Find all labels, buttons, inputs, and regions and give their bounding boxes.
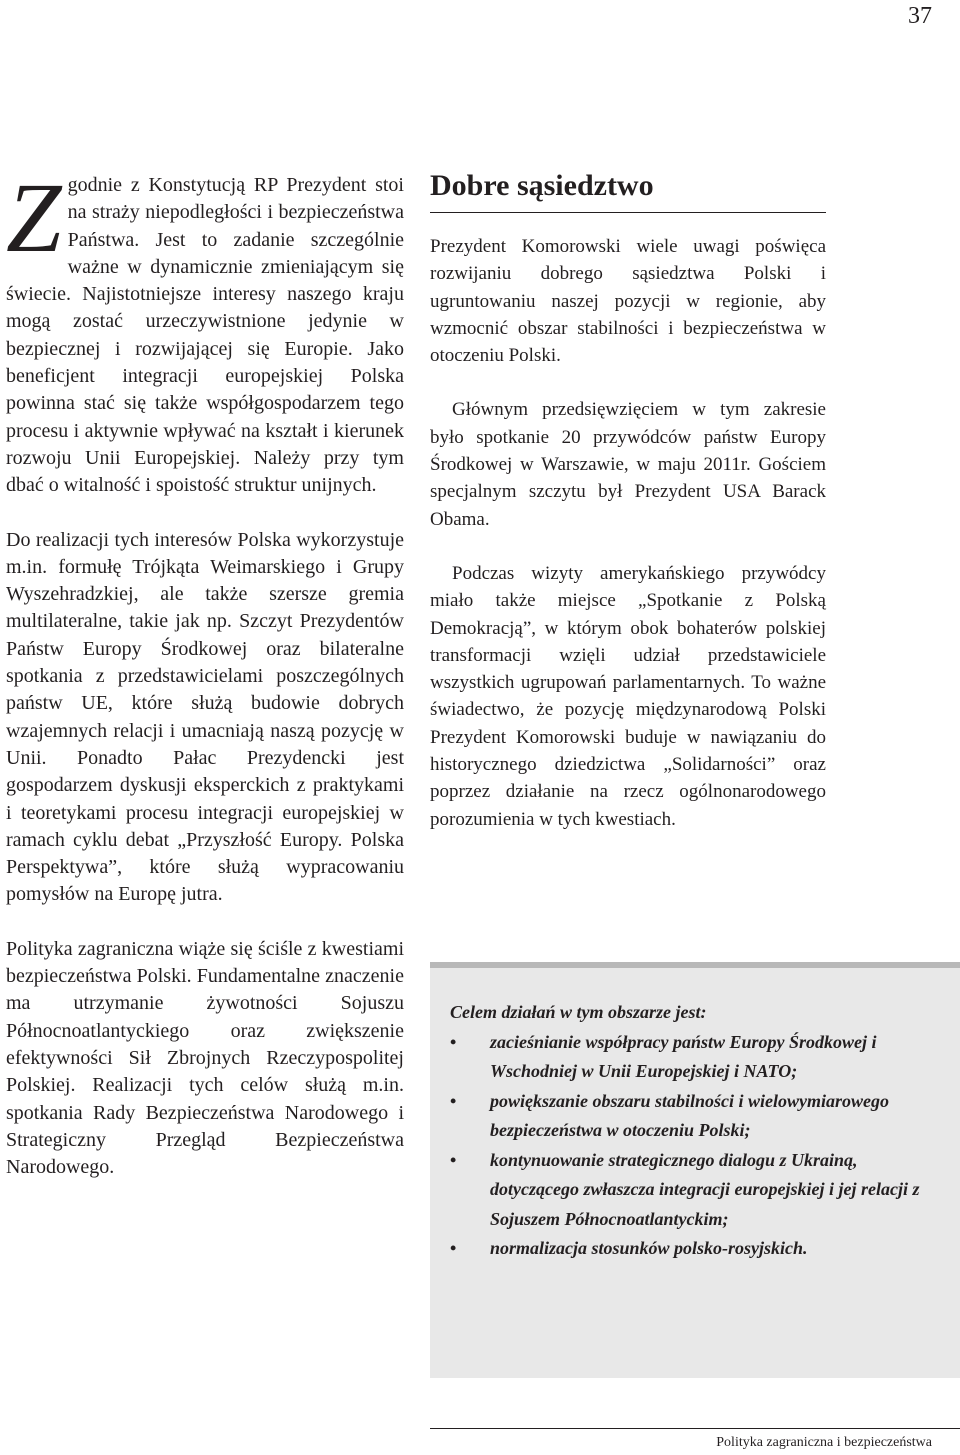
running-footer: Polityka zagraniczna i bezpieczeństwa	[716, 1435, 932, 1450]
visit-paragraph: Podczas wizyty amerykańskiego przywódcy miało także miejsce „Spotkanie z Polską Demokracją”, w którym obok bohaterów polskiej transformacji wzięli udział przedstawiciele wszystkich ugrupowań parlamentarnych. To ważne świadectwo, że pozycję międzynarodową Polski Prezydent Komorowski buduje w nawiązaniu do historycznego dziedzictwa „Solidarności” oraz poprzez działanie na rzecz ogólnonarodowego porozumienia w tych kwestiach.	[430, 562, 826, 830]
goal-item	[450, 1087, 938, 1146]
security-paragraph: Polityka zagraniczna wiąże się ściśle z kwestiami bezpieczeństwa Polski. Fundamentalne znaczenie ma utrzymanie żywotności Sojuszu Północnoatlantyckiego oraz zwiększenie efektywności Sił Zbrojnych Rzeczypospolitej Polskiej. Realizacji tych celów służą m.in. spotkania Rady Bezpieczeństwa Narodowego i Strategiczny Przegląd Bezpieczeństwa Narodowego.	[6, 937, 404, 1179]
footer-divider	[430, 1428, 960, 1429]
page-number: 37	[908, 3, 932, 29]
section-title: Dobre sąsiedztwo	[430, 169, 654, 202]
bullet: •	[450, 1031, 457, 1052]
goals-title: Celem działań w tym obszarze jest:	[450, 1002, 707, 1022]
goal-text: zacieśnianie współpracy państw Europy Środkowej i Wschodniej w Unii Europejskiej i NATO;	[490, 1031, 877, 1081]
eu-interests-paragraph: Do realizacji tych interesów Polska wykorzystuje m.in. formułę Trójkąta Weimarskiego i Grupy Wyszehradzkiej, ale także szersze gremia multilateralne, takie jak np. Szczyt Prezydentów Państw Europy Środkowej oraz bilateralne spotkania z przedstawicielami poszczególnych państw UE, które służą budowie dobrych wzajemnych relacji i umacniają naszą pozycję w Unii. Ponadto Pałac Prezydencki jest gospodarzem dyskusji eksperckich z praktykami i teoretykami procesu integracji europejskiej w ramach cyklu debat „Przyszłość Europy. Polska Perspektywa”, które służą wypracowaniu pomysłów na Europę jutra.	[6, 528, 404, 906]
goal-item	[450, 1028, 938, 1087]
left-column	[6, 162, 404, 1181]
drop-cap: Z	[6, 162, 62, 273]
intro-paragraph-text: godnie z Konstytucją RP Prezydent stoi na straży niepodległości i bezpieczeństwa Państwa. Jest to zadanie szczególnie ważne w dynamicznie zmieniającym się świecie. Najistotniejsze interesy naszego kraju mogą zostać urzeczywistnione jedynie w bezpiecznej i rozwijającej się Europie. Jako beneficjent integracji europejskiej Polska powinna stać się także współgospodarzem tego procesu i aktywnie wpływać na kształt i kierunek rozwoju Unii Europejskiej. Należy przy tym dbać o witalność i spoistość struktur unijnych.	[6, 174, 404, 497]
summit-paragraph: Głównym przedsięwzięciem w tym zakresie było spotkanie 20 przywódców państw Europy Środkowej w Warszawie, w maju 2011r. Gościem specjalnym szczytu był Prezydent USA Barack Obama.	[430, 399, 826, 530]
bullet: •	[450, 1090, 457, 1111]
goals-list	[450, 1028, 938, 1264]
goal-item	[450, 1234, 938, 1264]
intro-paragraph	[6, 162, 404, 500]
title-divider	[430, 212, 826, 213]
goal-text: kontynuowanie strategicznego dialogu z Ukrainą, dotyczącego zwłaszcza integracji europejskiej i jej relacji z Sojuszem Północnoatlantyckim;	[490, 1149, 920, 1229]
goal-text: normalizacja stosunków polsko-rosyjskich.	[490, 1238, 808, 1258]
right-column	[430, 168, 826, 833]
bullet: •	[450, 1149, 457, 1170]
neighbourhood-paragraph: Prezydent Komorowski wiele uwagi poświęca rozwijaniu dobrego sąsiedztwa Polski i ugruntowaniu naszej pozycji w regionie, aby wzmocnić obszar stabilności i bezpieczeństwa w otoczeniu Polski.	[430, 236, 826, 367]
bullet: •	[450, 1238, 457, 1258]
goals-box	[430, 962, 960, 1378]
goal-text: powiększanie obszaru stabilności i wielowymiarowego bezpieczeństwa w otoczeniu Polski;	[490, 1090, 890, 1140]
goal-item	[450, 1146, 938, 1235]
